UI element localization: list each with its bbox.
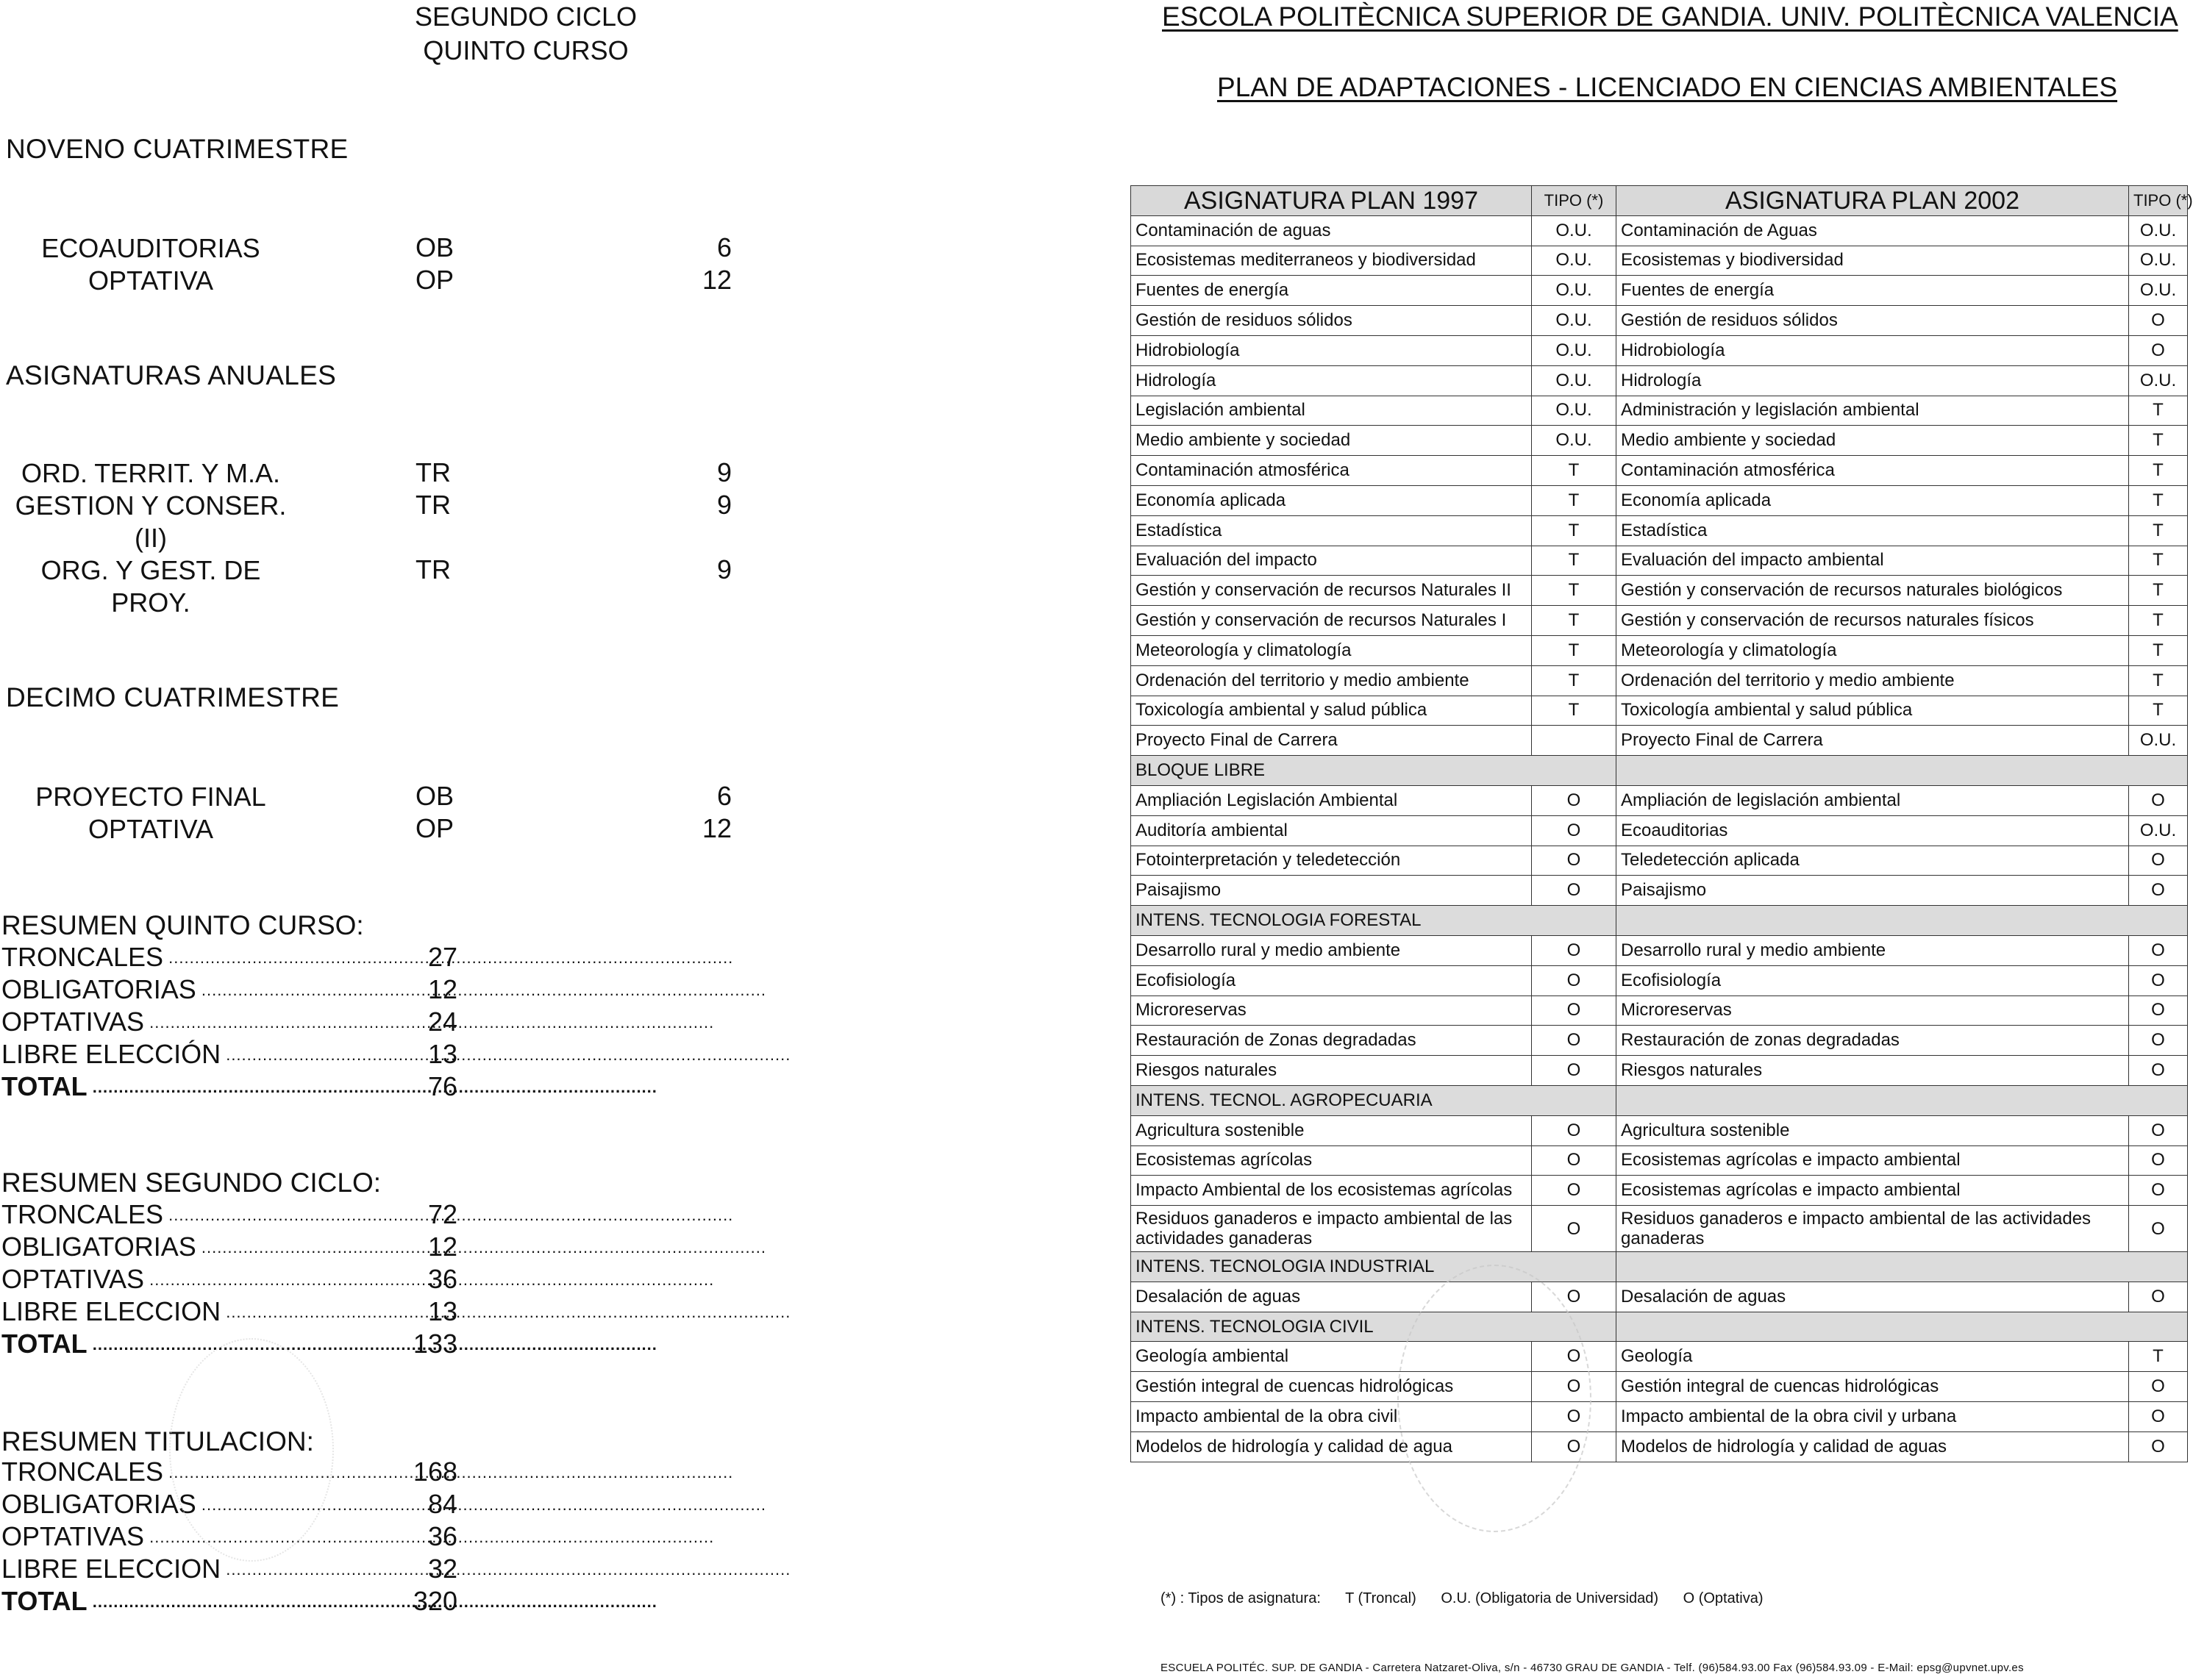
table-row xyxy=(1131,935,2188,965)
tipo-1997: O.U. xyxy=(1532,426,1616,456)
table-header-row xyxy=(1131,186,2188,216)
tipo-1997: O xyxy=(1532,846,1616,876)
tipo-1997: O xyxy=(1532,876,1616,906)
resumen-segundo-heading: RESUMEN SEGUNDO CICLO: xyxy=(1,1168,382,1198)
tipo-2002: T xyxy=(2129,576,2188,606)
subject-1997: Geología ambiental xyxy=(1131,1342,1532,1372)
summary-total-row: TOTAL ..... 133 xyxy=(1,1328,487,1360)
subject-2002: Desarrollo rural y medio ambiente xyxy=(1616,935,2129,965)
subject-2002: Toxicología ambiental y salud pública xyxy=(1616,696,2129,726)
tipo-1997: T xyxy=(1532,456,1616,486)
summary-row: LIBRE ELECCION ..... 13 xyxy=(1,1295,487,1328)
subject-1997: Contaminación de aguas xyxy=(1131,215,1532,246)
tipo-2002: O xyxy=(2129,1026,2188,1056)
group-row xyxy=(1131,1085,2188,1115)
subject-1997: Desalación de aguas xyxy=(1131,1282,1532,1312)
summary-row: OBLIGATORIAS ..... 84 xyxy=(1,1488,487,1520)
tipo-1997: O.U. xyxy=(1532,215,1616,246)
subject-1997: Impacto Ambiental de los ecosistemas agrícolas xyxy=(1131,1176,1532,1206)
subject-2002: Economía aplicada xyxy=(1616,485,2129,515)
subject-name: ORD. TERRIT. Y M.A. xyxy=(21,458,281,488)
subject-1997: Paisajismo xyxy=(1131,876,1532,906)
subject-1997: Ordenación del territorio y medio ambiente xyxy=(1131,665,1532,696)
tipo-1997: O.U. xyxy=(1532,335,1616,365)
subject-2002: Gestión de residuos sólidos xyxy=(1616,306,2129,336)
table-row xyxy=(1131,846,2188,876)
group-label: BLOQUE LIBRE xyxy=(1131,756,1616,786)
tipo-2002: T xyxy=(2129,515,2188,546)
subject-1997: Hidrobiología xyxy=(1131,335,1532,365)
group-filler xyxy=(1616,906,2188,936)
table-row xyxy=(1131,306,2188,336)
subject-2002: Hidrobiología xyxy=(1616,335,2129,365)
subject-2002: Estadística xyxy=(1616,515,2129,546)
tipo-2002: O xyxy=(2129,785,2188,815)
subject-1997: Fuentes de energía xyxy=(1131,276,1532,306)
subject-name: PROYECTO FINAL xyxy=(35,782,266,812)
subject-1997: Ecosistemas agrícolas xyxy=(1131,1145,1532,1176)
subject-name: OPTATIVA xyxy=(88,814,213,844)
subject-1997: Riesgos naturales xyxy=(1131,1056,1532,1086)
tipo-1997: T xyxy=(1532,665,1616,696)
subject-1997: Impacto ambiental de la obra civil xyxy=(1131,1402,1532,1432)
table-row xyxy=(1131,815,2188,846)
tipo-1997: O xyxy=(1532,935,1616,965)
curso-title: QUINTO CURSO xyxy=(423,35,629,65)
table-row xyxy=(1131,396,2188,426)
tipo-2002: T xyxy=(2129,546,2188,576)
group-row xyxy=(1131,1252,2188,1282)
summary-row: LIBRE ELECCION ..... 32 xyxy=(1,1553,487,1585)
subject-type: TR xyxy=(416,554,451,585)
summary-total-row: TOTAL ..... 320 xyxy=(1,1585,487,1618)
tipo-2002: O.U. xyxy=(2129,246,2188,276)
subject-2002: Restauración de zonas degradadas xyxy=(1616,1026,2129,1056)
subject-1997: Estadística xyxy=(1131,515,1532,546)
tipo-2002: T xyxy=(2129,1342,2188,1372)
subject-1997: Microreservas xyxy=(1131,996,1532,1026)
tipo-1997: O xyxy=(1532,1402,1616,1432)
tipo-2002: O.U. xyxy=(2129,365,2188,396)
subject-type: OP xyxy=(416,265,454,295)
table-row xyxy=(1131,576,2188,606)
tipo-1997: O xyxy=(1532,815,1616,846)
subject-1997: Gestión integral de cuencas hidrológicas xyxy=(1131,1372,1532,1402)
subject-1997: Legislación ambiental xyxy=(1131,396,1532,426)
adaptation-table xyxy=(1130,185,2193,1462)
tipo-2002: O.U. xyxy=(2129,815,2188,846)
footnote-prefix: (*) : Tipos de asignatura: xyxy=(1160,1590,1321,1606)
header-tipo-1997: TIPO (*) xyxy=(1532,186,1616,216)
tipo-1997 xyxy=(1532,726,1616,756)
tipo-2002: O xyxy=(2129,1176,2188,1206)
table-row xyxy=(1131,456,2188,486)
subject-2002: Ampliación de legislación ambiental xyxy=(1616,785,2129,815)
subject-1997: Desarrollo rural y medio ambiente xyxy=(1131,935,1532,965)
tipo-1997: T xyxy=(1532,606,1616,636)
tipo-2002: O xyxy=(2129,1282,2188,1312)
subject-1997: Evaluación del impacto xyxy=(1131,546,1532,576)
tipo-1997: O xyxy=(1532,1176,1616,1206)
subject-name: ORG. Y GEST. DE xyxy=(40,555,261,585)
table-row xyxy=(1131,1206,2188,1252)
tipo-1997: O.U. xyxy=(1532,306,1616,336)
tipo-1997: O.U. xyxy=(1532,276,1616,306)
subject-name-cont: (II) xyxy=(135,523,167,553)
table-row xyxy=(1131,1026,2188,1056)
subject-credits: 9 xyxy=(716,457,732,487)
subject-credits: 9 xyxy=(716,490,732,520)
tipo-2002: O xyxy=(2129,1206,2188,1252)
tipo-1997: O xyxy=(1532,1206,1616,1252)
subject-credits: 6 xyxy=(716,232,732,262)
table-row xyxy=(1131,426,2188,456)
table-row xyxy=(1131,1115,2188,1145)
table-row xyxy=(1131,1145,2188,1176)
subject-2002: Impacto ambiental de la obra civil y urbana xyxy=(1616,1402,2129,1432)
subject-1997: Ampliación Legislación Ambiental xyxy=(1131,785,1532,815)
subject-2002: Ecofisiología xyxy=(1616,965,2129,996)
subject-2002: Meteorología y climatología xyxy=(1616,635,2129,665)
header-plan-1997: ASIGNATURA PLAN 1997 xyxy=(1131,186,1532,216)
subject-2002: Modelos de hidrología y calidad de aguas xyxy=(1616,1431,2129,1462)
tipo-1997: O xyxy=(1532,1372,1616,1402)
subject-1997: Restauración de Zonas degradadas xyxy=(1131,1026,1532,1056)
tipo-2002: O xyxy=(2129,846,2188,876)
group-label: INTENS. TECNOLOGIA CIVIL xyxy=(1131,1312,1616,1342)
subject-1997: Medio ambiente y sociedad xyxy=(1131,426,1532,456)
subject-2002: Administración y legislación ambiental xyxy=(1616,396,2129,426)
table-row xyxy=(1131,1176,2188,1206)
subject-name: GESTION Y CONSER. xyxy=(15,490,287,521)
subject-name: OPTATIVA xyxy=(88,265,213,296)
summary-row: OPTATIVAS ..... 24 xyxy=(1,1006,487,1038)
tipo-2002: O xyxy=(2129,1431,2188,1462)
subject-2002: Ecoauditorias xyxy=(1616,815,2129,846)
noveno-heading: NOVENO CUATRIMESTRE xyxy=(6,134,349,164)
table-row xyxy=(1131,485,2188,515)
summary-row: TRONCALES ..... 72 xyxy=(1,1198,487,1231)
subject-2002: Paisajismo xyxy=(1616,876,2129,906)
tipo-2002: T xyxy=(2129,635,2188,665)
tipo-2002: O xyxy=(2129,1145,2188,1176)
subject-type: TR xyxy=(416,490,451,520)
table-row xyxy=(1131,546,2188,576)
subject-name-cont: PROY. xyxy=(111,587,190,618)
summary-total-row: TOTAL ..... 76 xyxy=(1,1070,487,1103)
subject-1997: Toxicología ambiental y salud pública xyxy=(1131,696,1532,726)
table-row xyxy=(1131,1342,2188,1372)
table-row xyxy=(1131,1372,2188,1402)
resumen-quinto-heading: RESUMEN QUINTO CURSO: xyxy=(1,910,364,940)
summary-row: OBLIGATORIAS ..... 12 xyxy=(1,1231,487,1263)
header-tipo-2002: TIPO (*) xyxy=(2129,186,2188,216)
group-row xyxy=(1131,906,2188,936)
table-row xyxy=(1131,1056,2188,1086)
table-row xyxy=(1131,1402,2188,1432)
header-plan-2002: ASIGNATURA PLAN 2002 xyxy=(1616,186,2129,216)
anuales-heading: ASIGNATURAS ANUALES xyxy=(6,360,337,390)
summary-row: TRONCALES ..... 27 xyxy=(1,941,487,973)
tipo-1997: T xyxy=(1532,546,1616,576)
subject-1997: Gestión de residuos sólidos xyxy=(1131,306,1532,336)
tipo-1997: O xyxy=(1532,785,1616,815)
summary-row: TRONCALES ..... 168 xyxy=(1,1456,487,1488)
tipo-2002: T xyxy=(2129,485,2188,515)
table-row xyxy=(1131,365,2188,396)
tipo-2002: T xyxy=(2129,665,2188,696)
table-row xyxy=(1131,785,2188,815)
subject-2002: Ecosistemas agrícolas e impacto ambiental xyxy=(1616,1176,2129,1206)
summary-row: OPTATIVAS ..... 36 xyxy=(1,1520,487,1553)
group-label: INTENS. TECNOLOGIA FORESTAL xyxy=(1131,906,1616,936)
subject-type: OB xyxy=(416,232,454,262)
tipo-1997: O.U. xyxy=(1532,365,1616,396)
group-label: INTENS. TECNOLOGIA INDUSTRIAL xyxy=(1131,1252,1616,1282)
group-filler xyxy=(1616,1312,2188,1342)
table-row xyxy=(1131,515,2188,546)
subject-2002: Microreservas xyxy=(1616,996,2129,1026)
tipo-2002: O.U. xyxy=(2129,276,2188,306)
group-filler xyxy=(1616,1085,2188,1115)
tipo-2002: T xyxy=(2129,456,2188,486)
subject-2002: Hidrología xyxy=(1616,365,2129,396)
subject-2002: Ordenación del territorio y medio ambiente xyxy=(1616,665,2129,696)
tipo-1997: T xyxy=(1532,576,1616,606)
subject-2002: Gestión integral de cuencas hidrológicas xyxy=(1616,1372,2129,1402)
tipo-1997: O xyxy=(1532,996,1616,1026)
table-row xyxy=(1131,665,2188,696)
subject-2002: Contaminación atmosférica xyxy=(1616,456,2129,486)
subject-1997: Auditoría ambiental xyxy=(1131,815,1532,846)
subject-2002: Medio ambiente y sociedad xyxy=(1616,426,2129,456)
faint-stamp xyxy=(1397,1265,1591,1532)
faint-stamp xyxy=(169,1338,334,1562)
subject-2002: Teledetección aplicada xyxy=(1616,846,2129,876)
tipo-2002: T xyxy=(2129,426,2188,456)
summary-row: OPTATIVAS ..... 36 xyxy=(1,1263,487,1295)
table-row xyxy=(1131,215,2188,246)
tipo-1997: O.U. xyxy=(1532,246,1616,276)
subject-2002: Gestión y conservación de recursos naturales biológicos xyxy=(1616,576,2129,606)
tipo-2002: O xyxy=(2129,1402,2188,1432)
tipo-2002: O xyxy=(2129,935,2188,965)
subject-2002: Gestión y conservación de recursos naturales físicos xyxy=(1616,606,2129,636)
subject-1997: Proyecto Final de Carrera xyxy=(1131,726,1532,756)
subject-credits: 12 xyxy=(702,813,732,843)
tipo-1997: T xyxy=(1532,696,1616,726)
tipo-1997: O xyxy=(1532,1431,1616,1462)
subject-2002: Ecosistemas agrícolas e impacto ambiental xyxy=(1616,1145,2129,1176)
subject-1997: Agricultura sostenible xyxy=(1131,1115,1532,1145)
group-label: INTENS. TECNOL. AGROPECUARIA xyxy=(1131,1085,1616,1115)
subject-2002: Evaluación del impacto ambiental xyxy=(1616,546,2129,576)
tipo-1997: O xyxy=(1532,1026,1616,1056)
table-row xyxy=(1131,696,2188,726)
footnote xyxy=(1160,1590,1784,1607)
footnote-item: T (Troncal) xyxy=(1345,1590,1416,1606)
tipo-1997: O xyxy=(1532,1145,1616,1176)
footnote-item: O (Optativa) xyxy=(1683,1590,1764,1606)
table-row xyxy=(1131,996,2188,1026)
tipo-1997: O.U. xyxy=(1532,396,1616,426)
resumen-titulacion-heading: RESUMEN TITULACION: xyxy=(1,1426,314,1456)
tipo-1997: O xyxy=(1532,1056,1616,1086)
subject-2002: Desalación de aguas xyxy=(1616,1282,2129,1312)
tipo-2002: O.U. xyxy=(2129,726,2188,756)
tipo-2002: O xyxy=(2129,1115,2188,1145)
table-row xyxy=(1131,635,2188,665)
summary-row: OBLIGATORIAS ..... 12 xyxy=(1,973,487,1006)
group-row xyxy=(1131,1312,2188,1342)
subject-1997: Fotointerpretación y teledetección xyxy=(1131,846,1532,876)
table-row xyxy=(1131,1431,2188,1462)
subject-1997: Residuos ganaderos e impacto ambiental de las actividades ganaderas xyxy=(1131,1206,1532,1252)
subject-credits: 9 xyxy=(716,554,732,585)
table-row xyxy=(1131,246,2188,276)
subject-name: ECOAUDITORIAS xyxy=(41,233,260,263)
tipo-2002: O xyxy=(2129,996,2188,1026)
subject-2002: Proyecto Final de Carrera xyxy=(1616,726,2129,756)
table-row xyxy=(1131,876,2188,906)
tipo-1997: T xyxy=(1532,485,1616,515)
subject-1997: Modelos de hidrología y calidad de agua xyxy=(1131,1431,1532,1462)
group-filler xyxy=(1616,1252,2188,1282)
tipo-1997: O xyxy=(1532,1282,1616,1312)
tipo-2002: O xyxy=(2129,876,2188,906)
table-row xyxy=(1131,335,2188,365)
subject-credits: 6 xyxy=(716,781,732,811)
subject-1997: Gestión y conservación de recursos Naturales II xyxy=(1131,576,1532,606)
tipo-2002: O xyxy=(2129,306,2188,336)
subject-type: OB xyxy=(416,781,454,811)
subject-type: TR xyxy=(416,457,451,487)
group-row xyxy=(1131,756,2188,786)
subject-1997: Contaminación atmosférica xyxy=(1131,456,1532,486)
subject-1997: Ecosistemas mediterraneos y biodiversidad xyxy=(1131,246,1532,276)
subject-1997: Ecofisiología xyxy=(1131,965,1532,996)
table-row xyxy=(1131,965,2188,996)
table-row xyxy=(1131,726,2188,756)
table-row xyxy=(1131,276,2188,306)
plan-title: PLAN DE ADAPTACIONES - LICENCIADO EN CIENCIAS AMBIENTALES xyxy=(1217,72,2118,102)
summary-row: LIBRE ELECCIÓN ..... 13 xyxy=(1,1038,487,1070)
footnote-item: O.U. (Obligatoria de Universidad) xyxy=(1441,1590,1659,1606)
subject-1997: Gestión y conservación de recursos Naturales I xyxy=(1131,606,1532,636)
subject-2002: Fuentes de energía xyxy=(1616,276,2129,306)
table-row xyxy=(1131,1282,2188,1312)
subject-2002: Geología xyxy=(1616,1342,2129,1372)
tipo-2002: O xyxy=(2129,1056,2188,1086)
subject-2002: Riesgos naturales xyxy=(1616,1056,2129,1086)
tipo-2002: T xyxy=(2129,396,2188,426)
tipo-2002: O xyxy=(2129,965,2188,996)
tipo-1997: O xyxy=(1532,965,1616,996)
decimo-heading: DECIMO CUATRIMESTRE xyxy=(6,682,340,712)
tipo-2002: O xyxy=(2129,335,2188,365)
subject-1997: Hidrología xyxy=(1131,365,1532,396)
subject-2002: Agricultura sostenible xyxy=(1616,1115,2129,1145)
tipo-2002: T xyxy=(2129,606,2188,636)
tipo-1997: O xyxy=(1532,1342,1616,1372)
tipo-1997: O xyxy=(1532,1115,1616,1145)
table-row xyxy=(1131,606,2188,636)
tipo-1997: T xyxy=(1532,635,1616,665)
subject-1997: Meteorología y climatología xyxy=(1131,635,1532,665)
subject-2002: Residuos ganaderos e impacto ambiental de las actividades ganaderas xyxy=(1616,1206,2129,1252)
subject-2002: Ecosistemas y biodiversidad xyxy=(1616,246,2129,276)
group-filler xyxy=(1616,756,2188,786)
ciclo-title: SEGUNDO CICLO xyxy=(414,1,638,32)
subject-type: OP xyxy=(416,813,454,843)
tipo-1997: T xyxy=(1532,515,1616,546)
school-title: ESCOLA POLITÈCNICA SUPERIOR DE GANDIA. UNIV. POLITÈCNICA VALENCIA xyxy=(1162,1,2178,32)
tipo-2002: O xyxy=(2129,1372,2188,1402)
subject-credits: 12 xyxy=(702,265,732,295)
tipo-2002: T xyxy=(2129,696,2188,726)
subject-2002: Contaminación de Aguas xyxy=(1616,215,2129,246)
subject-1997: Economía aplicada xyxy=(1131,485,1532,515)
address-footer: ESCUELA POLITÉC. SUP. DE GANDIA - Carretera Natzaret-Oliva, s/n - 46730 GRAU DE GANDIA - Telf. (96)584.93.00 Fax (96)584.93.09 - E-Mail: epsg@upvnet.upv.es xyxy=(1160,1662,2024,1674)
tipo-2002: O.U. xyxy=(2129,215,2188,246)
